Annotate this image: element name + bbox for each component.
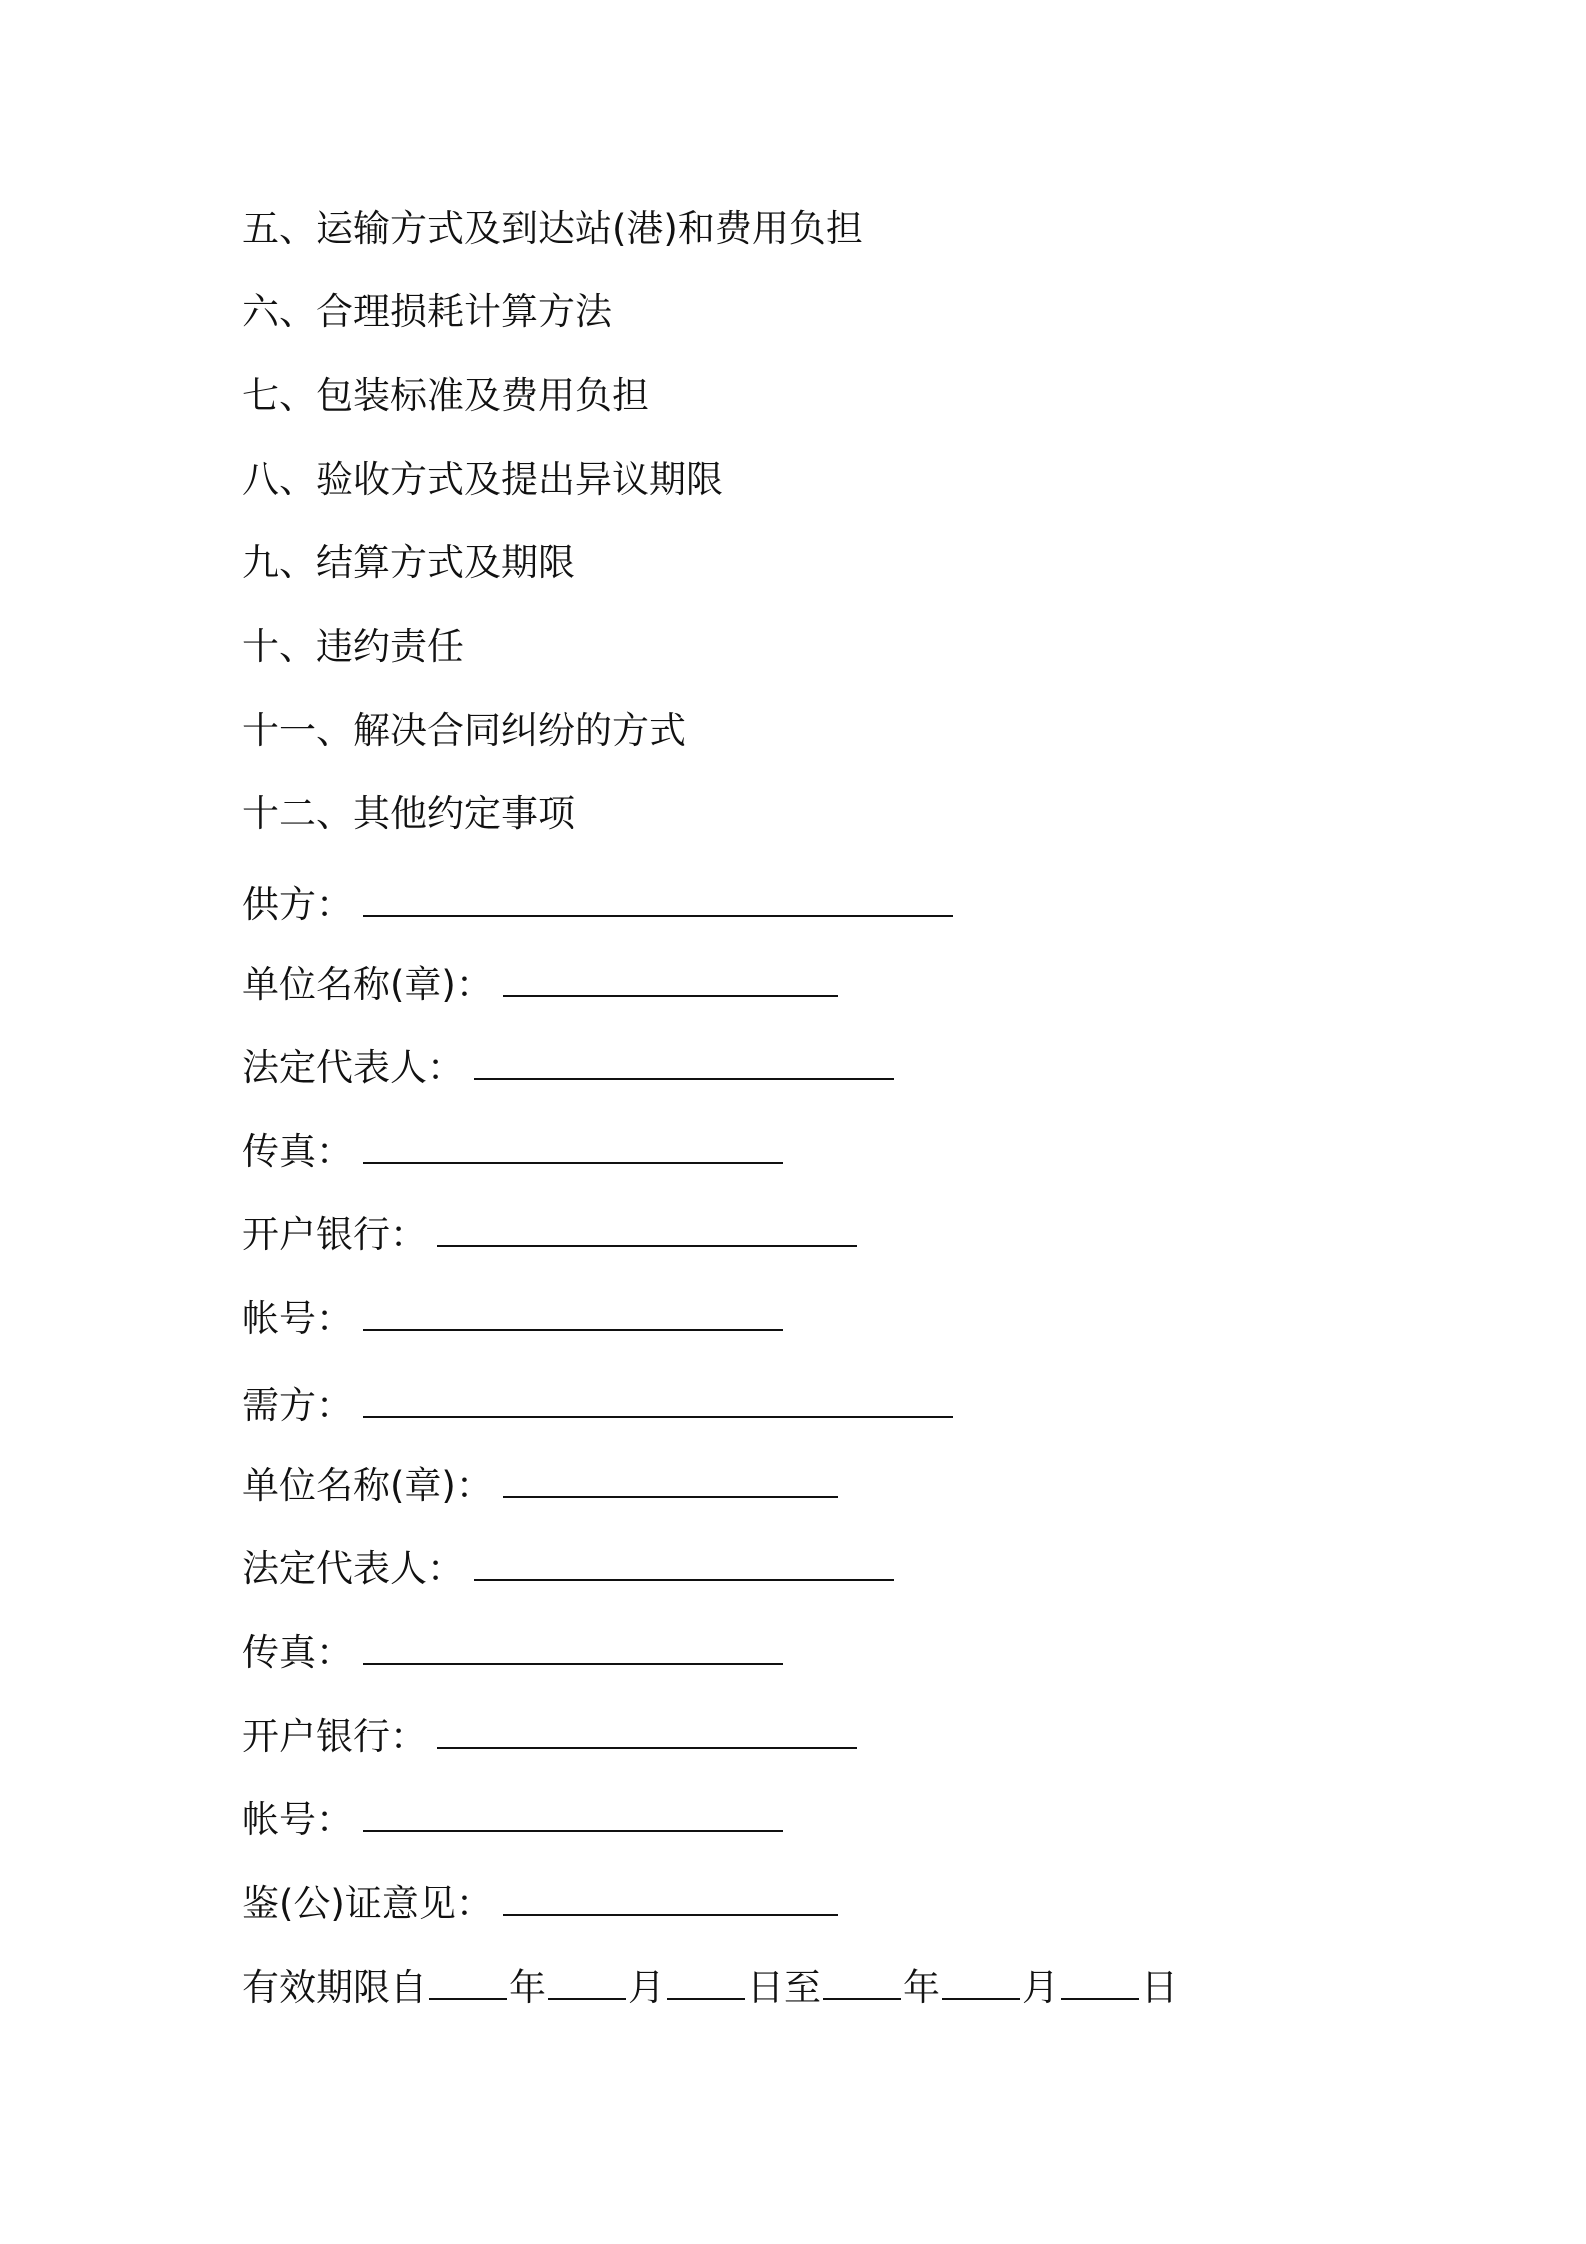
- buyer-fax-label: 传真：: [242, 1631, 353, 1674]
- start-month-blank[interactable]: [548, 1970, 626, 2000]
- validity-period-row: [242, 1966, 1178, 2010]
- buyer-unit-blank[interactable]: [503, 1468, 838, 1498]
- clause-11: 十一、解决合同纠纷的方式: [242, 709, 686, 752]
- end-day-label: 日: [1141, 1966, 1178, 2009]
- supplier-rep-row: [242, 1046, 894, 1090]
- start-month-label: 月: [628, 1966, 665, 2009]
- buyer-rep-blank[interactable]: [474, 1551, 894, 1581]
- supplier-unit-blank[interactable]: [503, 967, 838, 997]
- buyer-rep-label: 法定代表人：: [242, 1547, 464, 1590]
- supplier-rep-blank[interactable]: [474, 1050, 894, 1080]
- supplier-unit-label: 单位名称(章)：: [242, 963, 493, 1006]
- start-day-blank[interactable]: [667, 1970, 745, 2000]
- notary-opinion-label: 鉴(公)证意见：: [242, 1882, 493, 1925]
- supplier-rep-label: 法定代表人：: [242, 1046, 464, 1089]
- supplier-fax-label: 传真：: [242, 1130, 353, 1173]
- supplier-bank-label: 开户银行：: [242, 1213, 427, 1256]
- buyer-fax-row: [242, 1631, 783, 1675]
- buyer-party-label: 需方：: [242, 1384, 353, 1427]
- start-day-label: 日至: [747, 1966, 821, 2009]
- buyer-fax-blank[interactable]: [363, 1635, 783, 1665]
- buyer-party-row: [242, 1384, 953, 1428]
- supplier-party-blank[interactable]: [363, 887, 953, 917]
- supplier-party-row: [242, 883, 953, 927]
- end-year-blank[interactable]: [823, 1970, 901, 2000]
- supplier-bank-row: [242, 1213, 857, 1257]
- notary-opinion-blank[interactable]: [503, 1886, 838, 1916]
- clause-12: 十二、其他约定事项: [242, 792, 575, 835]
- clause-10: 十、违约责任: [242, 625, 464, 668]
- supplier-account-row: [242, 1297, 783, 1341]
- supplier-account-blank[interactable]: [363, 1301, 783, 1331]
- clause-6: 六、合理损耗计算方法: [242, 290, 612, 333]
- end-month-label: 月: [1022, 1966, 1059, 2009]
- buyer-bank-blank[interactable]: [437, 1719, 857, 1749]
- buyer-account-blank[interactable]: [363, 1802, 783, 1832]
- supplier-fax-blank[interactable]: [363, 1134, 783, 1164]
- clause-8: 八、验收方式及提出异议期限: [242, 458, 723, 501]
- buyer-unit-row: [242, 1464, 838, 1508]
- buyer-unit-label: 单位名称(章)：: [242, 1464, 493, 1507]
- clause-5: 五、运输方式及到达站(港)和费用负担: [242, 207, 863, 250]
- validity-prefix: 有效期限自: [242, 1966, 427, 2009]
- end-year-label: 年: [903, 1966, 940, 2009]
- notary-opinion-row: [242, 1882, 838, 1926]
- supplier-fax-row: [242, 1130, 783, 1174]
- end-month-blank[interactable]: [942, 1970, 1020, 2000]
- buyer-account-label: 帐号：: [242, 1798, 353, 1841]
- buyer-account-row: [242, 1798, 783, 1842]
- clause-9: 九、结算方式及期限: [242, 541, 575, 584]
- supplier-unit-row: [242, 963, 838, 1007]
- start-year-label: 年: [509, 1966, 546, 2009]
- end-day-blank[interactable]: [1061, 1970, 1139, 2000]
- supplier-party-label: 供方：: [242, 883, 353, 926]
- start-year-blank[interactable]: [429, 1970, 507, 2000]
- supplier-account-label: 帐号：: [242, 1297, 353, 1340]
- buyer-rep-row: [242, 1547, 894, 1591]
- buyer-party-blank[interactable]: [363, 1388, 953, 1418]
- buyer-bank-row: [242, 1715, 857, 1759]
- supplier-bank-blank[interactable]: [437, 1217, 857, 1247]
- clause-7: 七、包装标准及费用负担: [242, 374, 649, 417]
- buyer-bank-label: 开户银行：: [242, 1715, 427, 1758]
